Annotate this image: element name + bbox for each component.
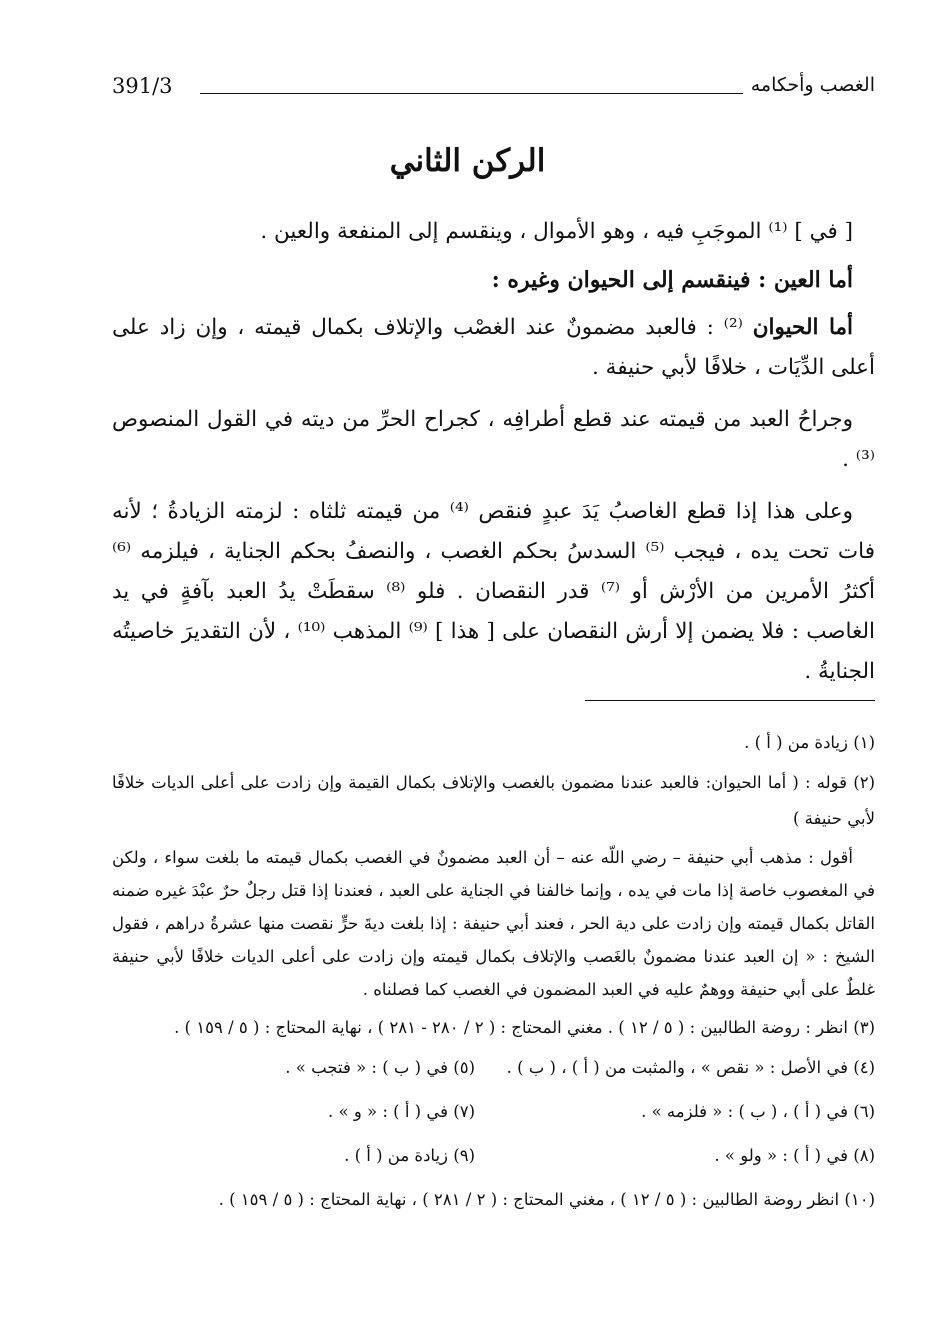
footnote: (٣) انظر : روضة الطالبين : ( ٥ / ١٢ ) . مغني المحتاج : ( ٢ / ٢٨٠ - ٢٨١ ) ، نهاية المحتاج : ( ٥ / ١٥٩ ) . [174,1018,875,1037]
footnote: (٧) في ( أ ) : « و » . [327,1102,475,1121]
paragraph-lead: أما الحيوان [752,315,853,340]
footnotes [112,725,875,1222]
paragraph: وجراحُ العبد من قيمته عند قطع أطرافِه ، كجراح الحرِّ من ديته في القول المنصوص ⁽³⁾ . [112,407,875,472]
running-header [112,74,875,104]
footnote: (٨) في ( أ ) : « ولو » . [714,1146,875,1165]
footnote-row [112,1050,875,1086]
footnote-row [112,1094,875,1130]
paragraph [112,308,875,388]
footnote: (٩) زيادة من ( أ ) . [344,1146,475,1165]
running-title: الغصب وأحكامه [750,74,875,96]
footnote-divider [585,700,875,701]
paragraph: وعلى هذا إذا قطع الغاصبُ يَدَ عبدٍ فنقص ⁽⁴⁾ من قيمته ثلثاه : لزمته الزيادةُ ؛ لأنه فات تحت يده ، فيجب ⁽⁵⁾ السدسُ بحكم الغصب ، والنصفُ بحكم الجناية ، فيلزمه ⁽⁶⁾ أكثرُ الأمرين من الأرْش أو ⁽⁷⁾ قدر النقصان . فلو ⁽⁸⁾ سقطَتْ يدُ العبد بآفةٍ في يد الغاصب : فلا يضمن إلا أرش النقصان على [ هذا ] ⁽⁹⁾ المذهب ⁽¹⁰⁾ ، لأن التقديرَ خاصيتُه الجنايةُ . [112,499,876,684]
subheading: أما العين : فينقسم إلى الحيوان وغيره : [491,267,853,293]
footnote-commentary: أقول : مذهب أبي حنيفة – رضي اللّه عنه – أن العبد مضمونٌ في الغصب بكمال قيمته ما بلغت سواء ، ولكن في المغصوب خاصة إذا مات في يده ، وإنما خالفنا في الجناية على العبد ، فعندنا إذا قتل رجلٌ حرٌ عبْدَ غيره ضمنه القاتل بكمال قيمته وإن زادت على دية الحر ، فعند أبي حنيفة : إذا بلغت ديةَ حرٍّ نقصت منها عشرةُ دراهم ، فقول الشيخ : « إن العبد عندنا مضمونٌ بالغَصب والإتلاف بكمال قيمته وإن زادت على أعلى الديات خلافًا لأبي حنيفة غلطٌ على أبي حنيفة ووهمٌ عليه في العبد المضمون في الغصب كما فصلناه . [112,848,875,999]
footnote: (١) زيادة من ( أ ) . [744,733,875,752]
footnote: (٤) في الأصل : « نقص » ، والمثبت من ( أ ) ، ( ب ) . [506,1058,875,1077]
paragraph: [ في ] ⁽¹⁾ الموجَبِ فيه ، وهو الأموال ، وينقسم إلى المنفعة والعين . [260,219,853,244]
section-heading: الركن الثاني [389,143,546,179]
footnote: (٥) في ( ب ) : « فتجب » . [285,1058,475,1077]
footnote-row [112,1138,875,1174]
header-rule [200,93,743,94]
page-number: 391/3 [112,74,173,98]
main-text [112,212,875,704]
paragraph-text: ⁽²⁾ : فالعبد مضمونٌ عند الغصْب والإتلاف بكمال قيمته ، وإن زاد على أعلى الدِّيَات ، خلافًا لأبي حنيفة . [112,315,875,380]
footnote: (٦) في ( أ ) ، ( ب ) : « فلزمه » . [641,1102,875,1121]
footnote: (١٠) انظر روضة الطالبين : ( ٥ / ١٢ ) ، مغني المحتاج : ( ٢ / ٢٨١ ) ، نهاية المحتاج : ( ٥ / ١٥٩ ) . [218,1190,875,1209]
footnote: (٢) قوله : ( أما الحيوان: فالعبد عندنا مضمون بالغصب والإتلاف بكمال القيمة وإن زادت على أعلى الديات خلافًا لأبي حنيفة ) [112,773,875,828]
